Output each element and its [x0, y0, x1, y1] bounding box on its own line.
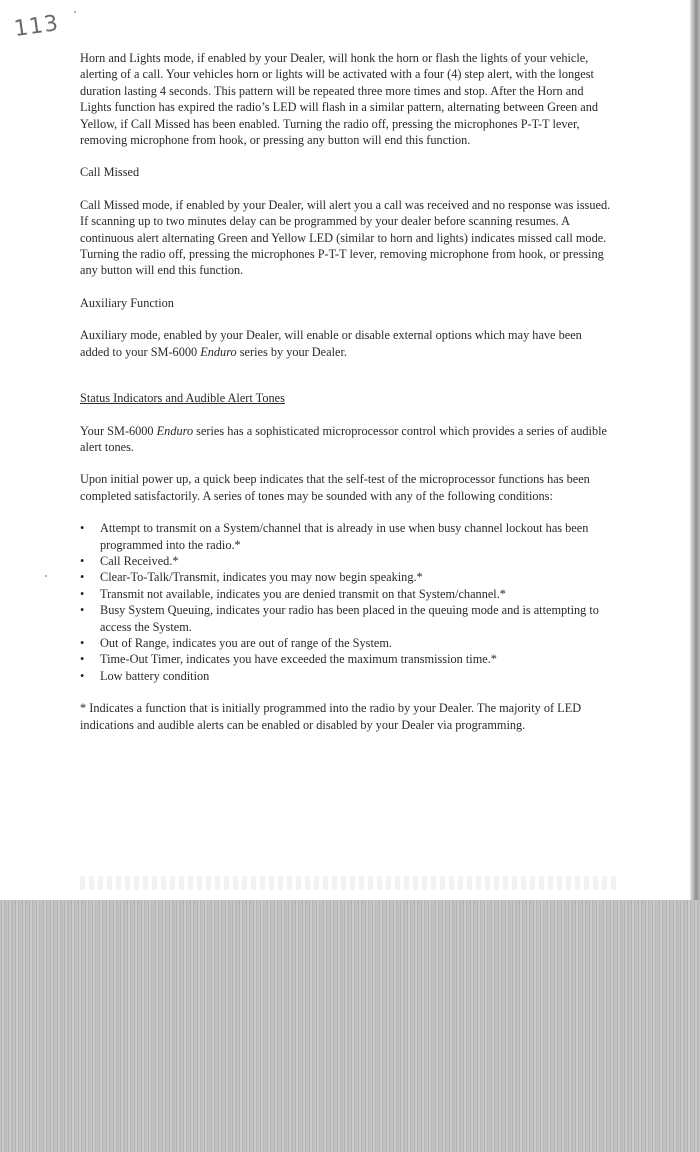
- list-item: • Call Received.*: [100, 553, 612, 569]
- list-item: • Out of Range, indicates you are out of range of the System.: [100, 635, 612, 651]
- footnote: * Indicates a function that is initially programmed into the radio by your Dealer. The majority of LED indications and audible alerts can be enabled or disabled by your Dealer via programming.: [80, 701, 582, 732]
- scanner-background: [0, 900, 700, 1152]
- conditions-list: [80, 520, 612, 684]
- auxiliary-text-end: series by your Dealer.: [236, 344, 347, 359]
- call-missed-paragraph: Call Missed mode, if enabled by your Dealer, will alert you a call was received and no response was issued. If scanning up to two minutes delay can be programmed by your dealer before scanning resumes. A continuous alert alternating Green and Yellow LED (similar to horn and lights) indicates missed call mode. Turning the radio off, pressing the microphones P-T-T lever, removing microphone from hook, or pressing any button will end this function.: [80, 197, 611, 278]
- list-item: • Clear-To-Talk/Transmit, indicates you may now begin speaking.*: [100, 569, 612, 585]
- list-item: • Attempt to transmit on a System/channel that is already in use when busy channel lockout has been programmed into the radio.*: [100, 520, 612, 553]
- status-indicators-heading: Status Indicators and Audible Alert Tones: [80, 391, 285, 406]
- auxiliary-paragraph: [80, 327, 612, 360]
- list-item: • Transmit not available, indicates you are denied transmit on that System/channel.*: [100, 586, 612, 602]
- call-missed-heading: Call Missed: [80, 165, 140, 180]
- list-item: • Time-Out Timer, indicates you have exceeded the maximum transmission time.*: [100, 651, 612, 667]
- auxiliary-text-start: Auxiliary mode, enabled by your Dealer, will enable or disable external options which may have been added to your SM-6000: [80, 328, 582, 359]
- handwritten-page-number: 113: [12, 10, 61, 43]
- status-product-name: Enduro: [156, 423, 194, 438]
- scan-speck: [74, 11, 76, 13]
- power-up-paragraph: Upon initial power up, a quick beep indicates that the self-test of the microprocessor functions has been completed satisfactorily. A series of tones may be sounded with any of the following conditions:: [80, 472, 590, 503]
- scan-speck: [45, 575, 47, 577]
- auxiliary-product-name: Enduro: [200, 344, 237, 359]
- horn-lights-paragraph: Horn and Lights mode, if enabled by your Dealer, will honk the horn or flash the lights of your vehicle, alerting of a call. Your vehicles horn or lights will be activated with a four (4) step alert, with the longest duration lasting 4 seconds. This pattern will be repeated three more times and stop. After the Horn and Lights function has expired the radio’s LED will flash in a similar pattern, alternating between Green and Yellow, if Call Missed has been enabled. Turning the radio off, pressing the microphones P-T-T lever, removing microphone from hook, or pressing any button will end this function.: [80, 51, 599, 148]
- bleed-through-text: [80, 876, 620, 890]
- status-intro-paragraph: [80, 423, 612, 456]
- page-edge-shadow: [690, 0, 700, 905]
- list-item: • Busy System Queuing, indicates your radio has been placed in the queuing mode and is attempting to access the System.: [100, 602, 612, 635]
- status-text-start: Your SM-6000: [80, 423, 157, 438]
- document-body: [80, 50, 612, 749]
- auxiliary-heading: Auxiliary Function: [80, 295, 174, 310]
- status-text-end: series has a sophisticated microprocessor control which provides a series of audible alert tones.: [80, 423, 607, 454]
- list-item: • Low battery condition: [100, 668, 612, 684]
